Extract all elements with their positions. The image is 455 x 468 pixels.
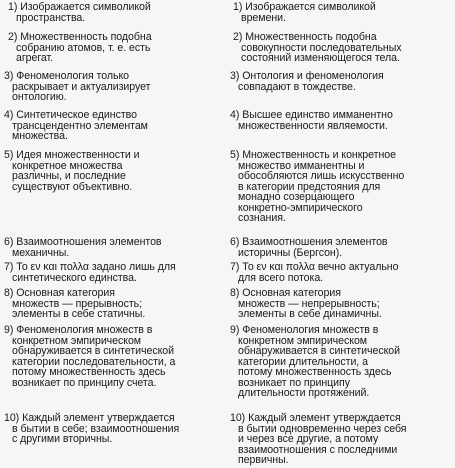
left-item-6: 6) Взаимоотношения элементов механичны. [4, 236, 162, 259]
left-item-4: 4) Синтетическое единство трансцендентно элементам множества. [4, 109, 148, 142]
right-item-1: 1) Изображается символикой времени. [233, 1, 376, 24]
right-item-8: 8) Основная категория множеств — непрерывность; элементы в себе динамичны. [230, 287, 382, 320]
right-item-4: 4) Высшее единство имманентно множественности являемости. [230, 109, 393, 132]
right-item-10: 10) Каждый элемент утверждается в бытии одновременно через себя и через все другие, а потому взаимоотношения с последними первичны. [230, 412, 407, 466]
right-item-6: 6) Взаимоотношения элементов историчны (Бергсон). [230, 236, 388, 259]
left-item-8: 8) Основная категория множеств — прерывность; элементы в себе статичны. [4, 287, 146, 320]
right-item-7: 7) То εν και πολλα вечно актуально для всего потока. [230, 261, 399, 284]
left-item-1: 1) Изображается символикой пространства. [8, 1, 151, 24]
left-item-5: 5) Идея множественности и конкретное множества различны, и последние существуют объективно. [4, 149, 140, 193]
right-item-2: 2) Множественность подобна совокупности последовательных состояний изменяющегося тела. [233, 31, 402, 64]
left-item-9: 9) Феноменология множеств в конкретном эмпирическом обнаруживается в синтетической категории последовательности, а потому множественность здесь возникает по принципу счета. [4, 324, 176, 389]
left-item-3: 3) Феноменология только раскрывает и актуализирует онтологию. [4, 70, 151, 103]
right-item-3: 3) Онтология и феноменология совпадают в тождестве. [230, 70, 384, 93]
column-divider [223, 0, 227, 468]
right-item-9: 9) Феноменология множеств в конкретном эмпирическом обнаруживается в синтетической категории длительности, а потому множественность здесь возникает по принципу длительности протяжений. [230, 324, 400, 399]
left-item-2: 2) Множественность подобна собранию атомов, т. е. есть агрегат. [8, 31, 152, 64]
left-item-10: 10) Каждый элемент утверждается в бытии в себе; взаимоотношения с другими вторичны. [4, 412, 180, 445]
left-item-7: 7) То εν και πολλα задано лишь для синтетического единства. [4, 261, 176, 284]
right-item-5: 5) Множественность и конкретное множество имманентны и обособляются лишь искусственно в категории предстояния для монадно созерцающего конкретно-эмпирического сознания. [230, 149, 405, 224]
